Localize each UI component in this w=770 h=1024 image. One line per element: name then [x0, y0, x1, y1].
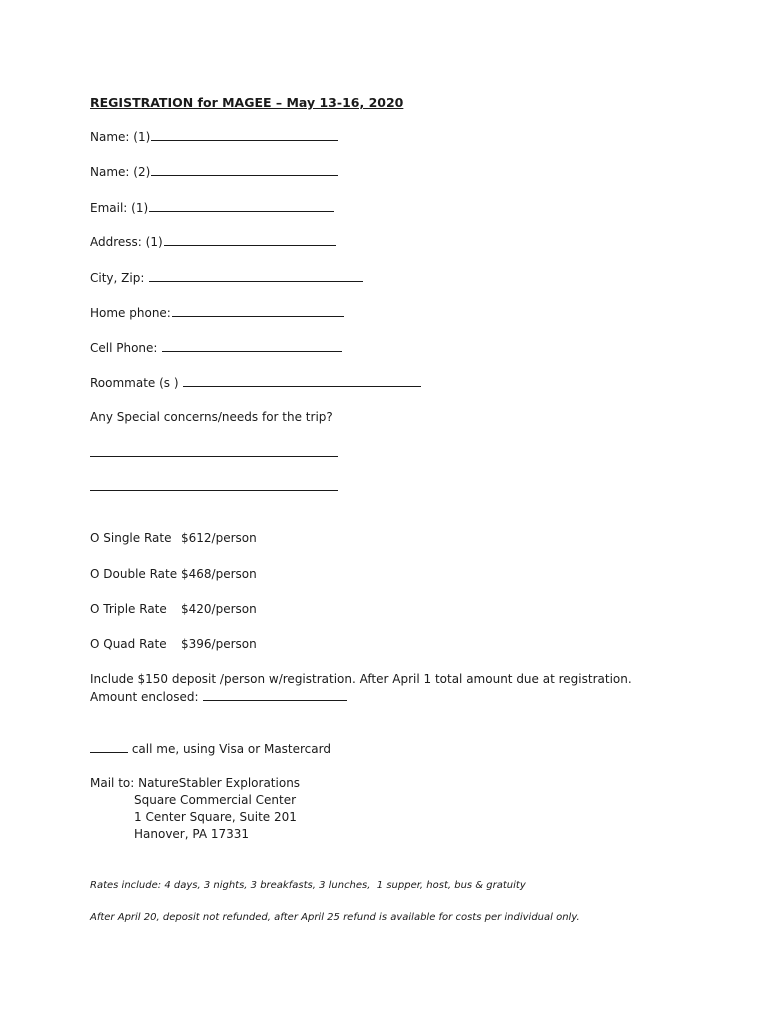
- refund-note: After April 20, deposit not refunded, after April 25 refund is available for costs per individual only.: [90, 912, 580, 923]
- name1-field[interactable]: [90, 128, 338, 145]
- special-concerns-label: Any Special concerns/needs for the trip?: [90, 410, 333, 424]
- roommate-field[interactable]: [90, 374, 421, 391]
- rate-label: O Triple Rate: [90, 602, 167, 616]
- roommate-label: Roommate (s ): [90, 376, 183, 390]
- home-phone-label: Home phone:: [90, 306, 171, 320]
- cell-phone-field[interactable]: [90, 339, 342, 356]
- rate-price: $396/person: [181, 637, 257, 651]
- home-phone-field[interactable]: [90, 304, 344, 321]
- rates-include-note: Rates include: 4 days, 3 nights, 3 breakfasts, 3 lunches, 1 supper, host, bus & gratuity: [90, 880, 526, 891]
- home-phone-blank[interactable]: [172, 304, 344, 317]
- address1-blank[interactable]: [164, 233, 336, 246]
- rate-label: O Double Rate: [90, 567, 178, 581]
- mail-to-line-3: 1 Center Square, Suite 201: [134, 810, 297, 824]
- cell-phone-label: Cell Phone:: [90, 341, 162, 355]
- rate-label: O Quad Rate: [90, 637, 167, 651]
- rate-price: $420/person: [181, 602, 257, 616]
- rate-option-triple[interactable]: [90, 601, 257, 617]
- call-me-field[interactable]: [90, 740, 331, 757]
- amount-enclosed-blank[interactable]: [203, 688, 347, 701]
- rate-option-single[interactable]: [90, 530, 257, 546]
- call-me-blank[interactable]: [90, 740, 128, 753]
- roommate-blank[interactable]: [183, 374, 421, 387]
- name1-blank[interactable]: [151, 128, 338, 141]
- special-concerns-line-2[interactable]: [90, 490, 338, 491]
- email1-blank[interactable]: [149, 199, 334, 212]
- city-zip-field[interactable]: [90, 269, 363, 286]
- special-concerns-line-1[interactable]: [90, 456, 338, 457]
- call-me-label: call me, using Visa or Mastercard: [128, 742, 331, 756]
- name1-label: Name: (1): [90, 130, 151, 144]
- name2-field[interactable]: [90, 163, 338, 180]
- form-title: REGISTRATION for MAGEE – May 13-16, 2020: [90, 95, 404, 110]
- email1-field[interactable]: [90, 199, 334, 216]
- rate-label: O Single Rate: [90, 531, 172, 545]
- amount-enclosed-label: Amount enclosed:: [90, 690, 203, 704]
- mail-to-line-4: Hanover, PA 17331: [134, 827, 250, 841]
- cell-phone-blank[interactable]: [162, 339, 342, 352]
- address1-field[interactable]: [90, 233, 336, 250]
- mail-to-line-1: Mail to: NatureStabler Explorations: [90, 776, 301, 790]
- mail-to-line-2: Square Commercial Center: [134, 793, 297, 807]
- name2-blank[interactable]: [151, 163, 338, 176]
- rate-option-double[interactable]: [90, 566, 257, 582]
- amount-enclosed-field[interactable]: [90, 688, 347, 705]
- rate-price: $468/person: [181, 567, 257, 581]
- name2-label: Name: (2): [90, 165, 151, 179]
- address1-label: Address: (1): [90, 235, 163, 249]
- city-zip-label: City, Zip:: [90, 271, 149, 285]
- rate-option-quad[interactable]: [90, 636, 257, 652]
- rate-price: $612/person: [181, 531, 257, 545]
- deposit-text: Include $150 deposit /person w/registration. After April 1 total amount due at registration.: [90, 672, 632, 686]
- email1-label: Email: (1): [90, 201, 149, 215]
- city-zip-blank[interactable]: [149, 269, 363, 282]
